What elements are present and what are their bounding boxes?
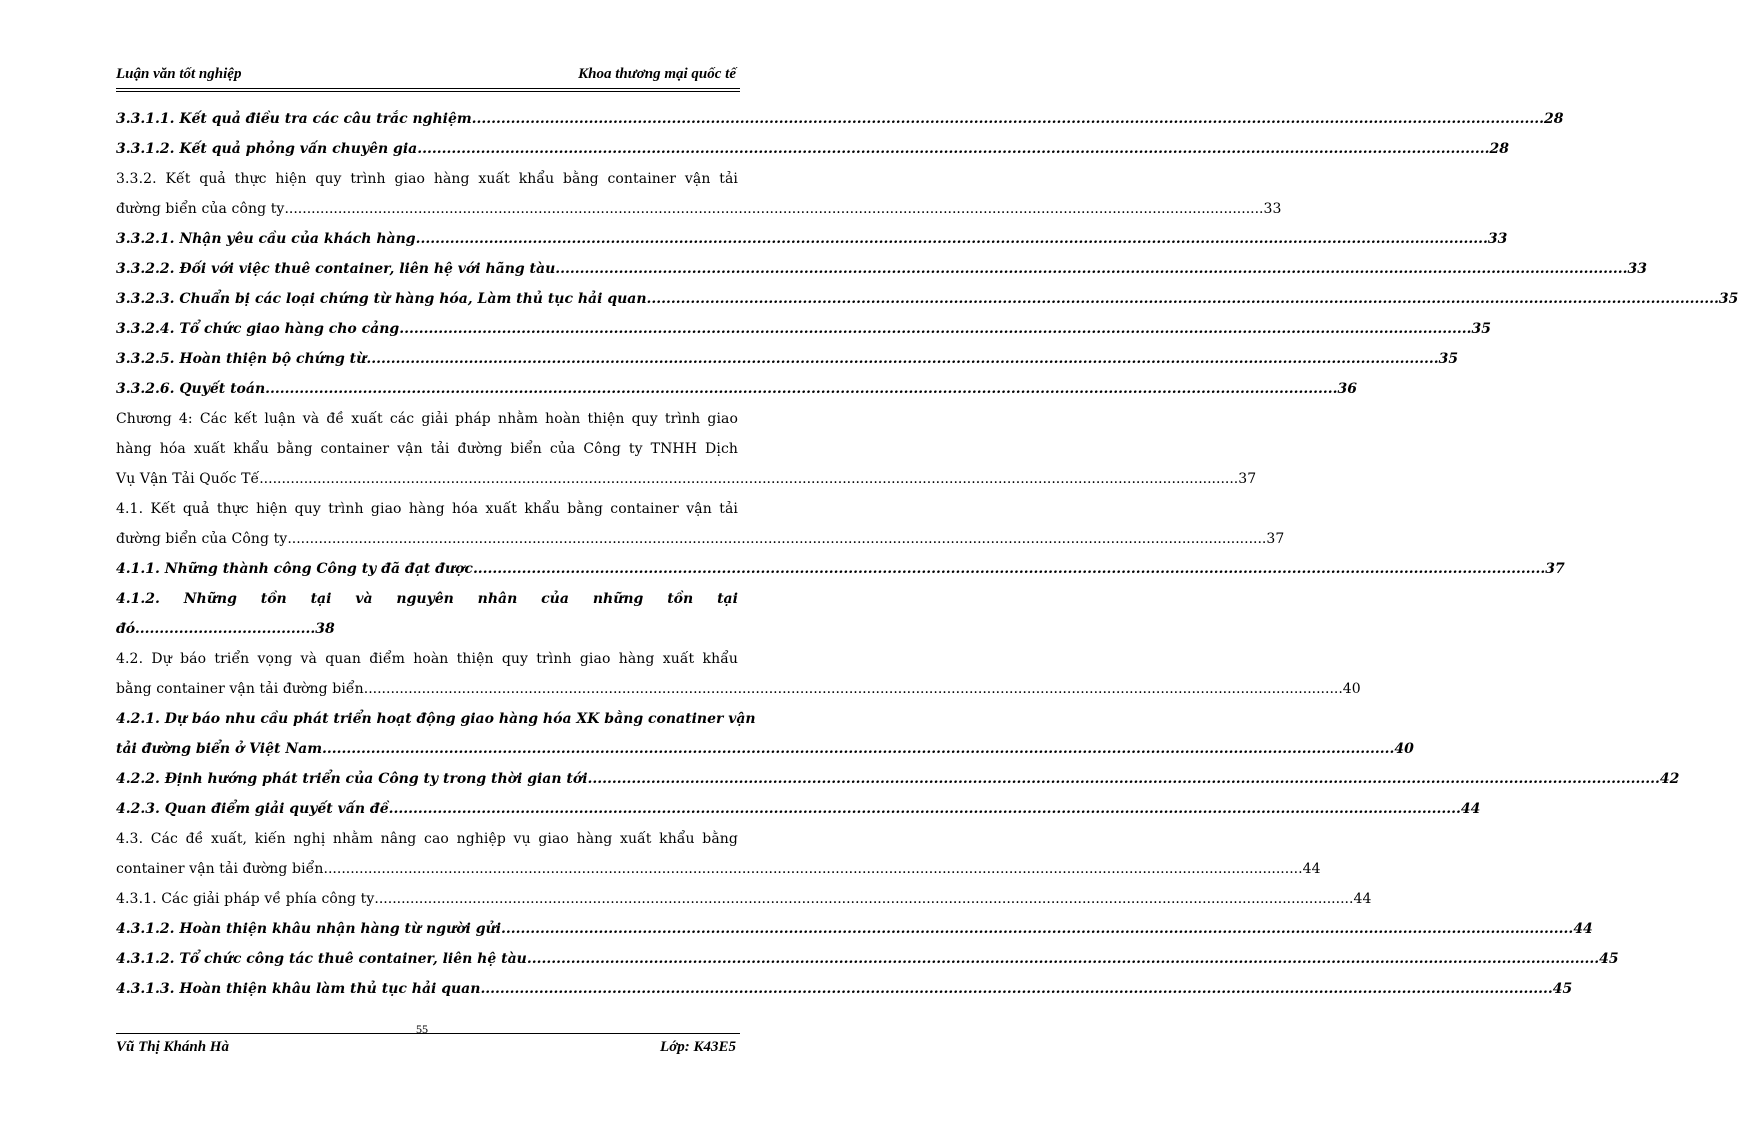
toc-entry: [116, 914, 1593, 944]
toc-entry: [116, 194, 1282, 224]
toc-entry-leader: ............................................................................................................................................................................................................................: [284, 201, 1264, 217]
toc-entry: [116, 704, 756, 734]
toc-entry-page: 44: [1573, 921, 1593, 937]
toc-entry-leader: ............................................................................................................................................................................................................................: [417, 141, 1490, 157]
page-footer: [116, 1039, 740, 1061]
toc-entry-title: 4.2.3. Quan điểm giải quyết vấn đề: [116, 801, 389, 817]
toc-entry-title: 3.3.2.3. Chuẩn bị các loại chứng từ hàng hóa, Làm thủ tục hải quan: [116, 291, 647, 307]
toc-entry-page: 42: [1659, 771, 1680, 787]
toc-entry-title: bằng container vận tải đường biển: [116, 681, 364, 697]
footer-rule: [116, 1033, 740, 1034]
toc-entry: [116, 584, 738, 614]
toc-entry: [116, 224, 1508, 254]
toc-entry-title: 3.3.1.2. Kết quả phỏng vấn chuyên gia: [116, 141, 418, 157]
toc-entry: [116, 644, 738, 674]
toc-entry-title: container vận tải đường biển: [116, 861, 324, 877]
toc-entry-page: 44: [1460, 801, 1481, 817]
toc-entry-leader: ............................................................................................................................................................................................................................: [555, 261, 1628, 277]
toc-entry-page: 33: [1263, 201, 1282, 217]
toc-entry: [116, 164, 738, 194]
toc-entry: [116, 524, 1285, 554]
toc-entry-title: 3.3.2.4. Tổ chức giao hàng cho cảng: [116, 321, 400, 337]
toc-entry: [116, 674, 1361, 704]
toc-entry-title: 3.3.2.6. Quyết toán: [116, 381, 266, 397]
toc-entry-page: 40: [1342, 681, 1361, 697]
toc-entry: [116, 854, 1321, 884]
toc-entry-leader: ............................................................................................................................................................................................................................: [587, 771, 1660, 787]
toc-entry-leader: ............................................................................................................................................................................................................................: [287, 531, 1267, 547]
toc-entry-page: 45: [1599, 951, 1619, 967]
toc-entry-page: 37: [1238, 471, 1257, 487]
toc-entry-title: đường biển của công ty: [116, 201, 285, 217]
toc-entry-word: những: [592, 591, 644, 607]
page-number: 55: [416, 1022, 428, 1036]
toc-entry-leader: .....................................: [134, 621, 316, 637]
toc-entry-leader: ............................................................................................................................................................................................................................: [646, 291, 1719, 307]
toc-entry-word: 4.1.2.: [116, 591, 160, 607]
toc-entry: [116, 494, 738, 524]
toc-entry-title: 4.3.1. Các giải pháp về phía công ty: [116, 891, 375, 907]
toc-entry-title: 4.3. Các đề xuất, kiến nghị nhằm nâng cao nghiệp vụ giao hàng xuất khẩu bằng: [116, 831, 738, 847]
toc-entry-page: 37: [1545, 561, 1565, 577]
header-faculty-label: Khoa thương mại quốc tế: [578, 66, 736, 82]
header-rule-thick: [116, 91, 740, 92]
toc-entry-title: 4.1.1. Những thành công Công ty đã đạt được: [116, 561, 473, 577]
toc-entry-page: 35: [1718, 291, 1739, 307]
toc-entry-leader: ............................................................................................................................................................................................................................: [471, 111, 1544, 127]
toc-entry-title: 4.2.2. Định hướng phát triển của Công ty trong thời gian tới: [116, 771, 588, 787]
toc-entry-page: 35: [1471, 321, 1491, 337]
toc-entry-title: 4.2.1. Dự báo nhu cầu phát triển hoạt động giao hàng hóa XK bằng conatiner vận: [116, 711, 756, 727]
toc-entry-page: 44: [1302, 861, 1321, 877]
toc-entry-word: tại: [717, 591, 738, 607]
toc-entry-page: 44: [1353, 891, 1372, 907]
toc-entry-leader: ............................................................................................................................................................................................................................: [363, 681, 1343, 697]
toc-entry-page: 33: [1627, 261, 1648, 277]
toc-entry-page: 33: [1487, 231, 1508, 247]
toc-entry-page: 38: [315, 621, 335, 637]
toc-entry: [116, 344, 1459, 374]
toc-entry-title: Vụ Vận Tải Quốc Tế: [116, 471, 260, 487]
toc-entry: [116, 824, 738, 854]
toc-entry-leader: ............................................................................................................................................................................................................................: [322, 741, 1395, 757]
toc-entry-word: tồn: [260, 591, 287, 607]
toc-entry-leader: ............................................................................................................................................................................................................................: [472, 561, 1546, 577]
toc-entry: [116, 314, 1491, 344]
footer-class: Lớp: K43E5: [660, 1039, 736, 1055]
toc-entry-leader: ............................................................................................................................................................................................................................: [259, 471, 1239, 487]
toc-entry-word: Những: [183, 591, 237, 607]
toc-entry-title: 3.3.2.5. Hoàn thiện bộ chứng từ: [116, 351, 367, 367]
toc-entry: [116, 434, 738, 464]
toc-entry: [116, 464, 1257, 494]
toc-entry-page: 37: [1266, 531, 1285, 547]
toc-entry-title: 3.3.2.2. Đối với việc thuê container, liên hệ với hãng tàu: [116, 261, 556, 277]
page-header: [116, 66, 740, 88]
toc-entry-title: 4.3.1.3. Hoàn thiện khâu làm thủ tục hải quan: [116, 981, 481, 997]
toc-entry-leader: ............................................................................................................................................................................................................................: [480, 981, 1553, 997]
toc-entry-leader: ............................................................................................................................................................................................................................: [323, 861, 1303, 877]
toc-entry-page: 36: [1337, 381, 1357, 397]
header-thesis-label: Luận văn tốt nghiệp: [116, 66, 242, 82]
toc-entry-word: và: [355, 591, 373, 607]
toc-entry-word: tại: [310, 591, 332, 607]
toc-entry-leader: ............................................................................................................................................................................................................................: [374, 891, 1354, 907]
toc-entry-leader: ............................................................................................................................................................................................................................: [265, 381, 1338, 397]
toc-entry-title: đường biển của Công ty: [116, 531, 288, 547]
toc-entry: [116, 404, 738, 434]
toc-entry: [116, 884, 1372, 914]
toc-entry: [116, 794, 1481, 824]
toc-entry: [116, 554, 1565, 584]
toc-entry: [116, 734, 1414, 764]
toc-entry-title: 3.3.2.1. Nhận yêu cầu của khách hàng: [116, 231, 416, 247]
toc-entry: [116, 284, 1739, 314]
toc-entry-title: tải đường biển ở Việt Nam: [116, 741, 323, 757]
toc-entry-title: đó: [116, 621, 135, 637]
toc-entry-title: 3.3.2. Kết quả thực hiện quy trình giao hàng xuất khẩu bằng container vận tải: [116, 171, 738, 187]
toc-entry-leader: ............................................................................................................................................................................................................................: [399, 321, 1472, 337]
toc-entry: [116, 374, 1357, 404]
footer-author: Vũ Thị Khánh Hà: [116, 1039, 229, 1055]
toc-entry: [116, 944, 1619, 974]
toc-entry: [116, 974, 1573, 1004]
toc-entry-page: 28: [1489, 141, 1510, 157]
toc-entry-title: 4.2. Dự báo triển vọng và quan điểm hoàn thiện quy trình giao hàng xuất khẩu: [116, 651, 738, 667]
toc-entry: [116, 254, 1648, 284]
toc-entry-title: 4.3.1.2. Hoàn thiện khâu nhận hàng từ người gửi: [116, 921, 502, 937]
toc-entry-title: 3.3.1.1. Kết quả điều tra các câu trắc nghiệm: [116, 111, 472, 127]
toc-entry: [116, 134, 1510, 164]
toc-entry: [116, 614, 738, 644]
toc-entry: [116, 104, 1564, 134]
table-of-contents: [116, 104, 1739, 1004]
toc-entry-title: hàng hóa xuất khẩu bằng container vận tải đường biển của Công ty TNHH Dịch: [116, 441, 738, 457]
toc-entry-page: 45: [1552, 981, 1573, 997]
toc-entry-leader: ............................................................................................................................................................................................................................: [366, 351, 1439, 367]
toc-entry-leader: ............................................................................................................................................................................................................................: [415, 231, 1488, 247]
toc-entry-leader: ............................................................................................................................................................................................................................: [526, 951, 1600, 967]
toc-entry-page: 40: [1394, 741, 1414, 757]
toc-entry-page: 28: [1543, 111, 1564, 127]
toc-entry-leader: ............................................................................................................................................................................................................................: [388, 801, 1461, 817]
toc-entry-word: nhân: [477, 591, 518, 607]
toc-entry-word: nguyên: [396, 591, 454, 607]
toc-entry-page: 35: [1438, 351, 1459, 367]
header-rule-thin: [116, 88, 740, 89]
toc-entry-word: của: [541, 591, 569, 607]
toc-entry-title: 4.1. Kết quả thực hiện quy trình giao hàng hóa xuất khẩu bằng container vận tải: [116, 501, 738, 517]
toc-entry: [116, 764, 1680, 794]
toc-entry-word: tồn: [667, 591, 694, 607]
toc-entry-leader: ............................................................................................................................................................................................................................: [501, 921, 1574, 937]
toc-entry-title: 4.3.1.2. Tổ chức công tác thuê container, liên hệ tàu: [116, 951, 527, 967]
toc-entry-title: Chương 4: Các kết luận và đề xuất các giải pháp nhằm hoàn thiện quy trình giao: [116, 411, 738, 427]
